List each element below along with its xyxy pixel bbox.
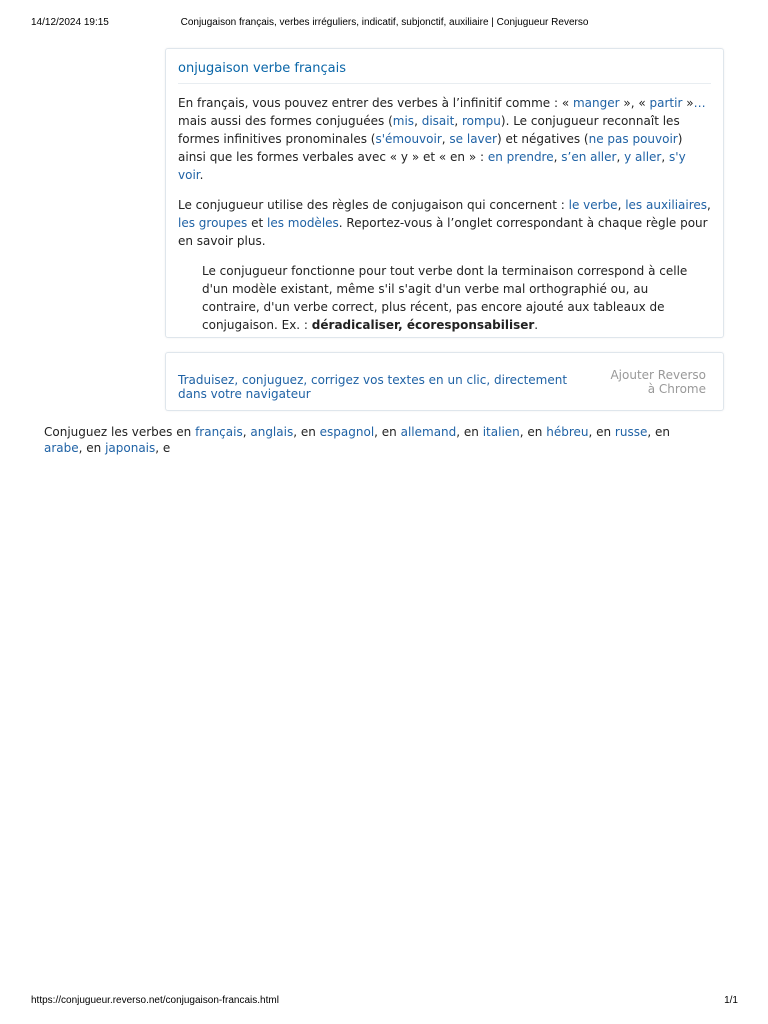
print-page-number: 1/1: [724, 995, 738, 1006]
text-fragment: , en: [456, 425, 483, 439]
text-fragment: , en: [374, 425, 401, 439]
text-fragment: ,: [661, 150, 670, 164]
lang-link-italien[interactable]: italien: [482, 425, 520, 439]
link-rompu[interactable]: rompu: [461, 114, 501, 128]
text-fragment: , en: [647, 425, 670, 439]
print-page-title: Conjugaison français, verbes irréguliers, indicatif, subjonctif, auxiliaire | Conjugueur Reverso: [180, 17, 589, 28]
conjugation-info-card: [165, 48, 724, 338]
link-s-y-voir[interactable]: s'y voir: [178, 150, 686, 182]
text-fragment: »: [682, 96, 694, 110]
text-fragment: , en: [78, 441, 106, 455]
text-fragment: ,: [616, 150, 625, 164]
add-to-chrome-line2: à Chrome: [647, 382, 706, 396]
link-se-laver[interactable]: se laver: [449, 132, 497, 146]
lang-link-anglais[interactable]: anglais: [250, 425, 294, 439]
text-fragment: Le conjugueur utilise des règles de conjugaison qui concernent :: [178, 198, 569, 212]
text-fragment: mais aussi des formes conjuguées (: [178, 114, 393, 128]
text-fragment: .: [534, 318, 539, 332]
add-to-chrome-button[interactable]: [596, 368, 706, 396]
lang-link-japonais[interactable]: japonais: [105, 441, 156, 455]
text-fragment: ,: [553, 150, 562, 164]
info-note: [202, 262, 705, 334]
link-mis[interactable]: mis: [392, 114, 415, 128]
link-le-verbe[interactable]: le verbe: [568, 198, 618, 212]
print-header: [31, 17, 738, 31]
info-paragraph-verbs: [178, 94, 711, 184]
info-paragraph-rules: [178, 196, 711, 250]
text-fragment: , en: [588, 425, 615, 439]
link-more-examples[interactable]: …: [693, 96, 706, 110]
text-fragment: ,: [454, 114, 462, 128]
text-fragment: et: [247, 216, 267, 230]
add-to-chrome-line1: Ajouter Reverso: [610, 368, 706, 382]
text-fragment: ,: [707, 198, 711, 212]
link-les-groupes[interactable]: les groupes: [178, 216, 248, 230]
text-fragment: », «: [619, 96, 650, 110]
text-fragment: ). Le conjugueur reconnaît les formes infinitives pronominales (: [178, 114, 680, 146]
text-fragment: ,: [242, 425, 251, 439]
lang-link-francais[interactable]: français: [195, 425, 243, 439]
text-fragment: , en: [519, 425, 547, 439]
lang-link-arabe[interactable]: arabe: [44, 441, 79, 455]
link-y-aller[interactable]: y aller: [624, 150, 662, 164]
languages-list: [44, 424, 694, 456]
link-en-prendre[interactable]: en prendre: [487, 150, 554, 164]
example-verbs: déradicaliser, écoresponsabiliser: [311, 318, 535, 332]
promo-link[interactable]: Traduisez, conjuguez, corrigez vos textes en un clic, directement dans votre navigateur: [178, 373, 568, 401]
text-fragment: .: [199, 168, 204, 182]
link-s-en-aller[interactable]: s’en aller: [561, 150, 617, 164]
lang-link-russe[interactable]: russe: [614, 425, 648, 439]
card-heading: onjugaison verbe français: [178, 61, 711, 84]
lang-link-allemand[interactable]: allemand: [400, 425, 457, 439]
text-fragment: ,: [441, 132, 450, 146]
print-footer: [31, 995, 738, 1009]
link-s-emouvoir[interactable]: s'émouvoir: [375, 132, 442, 146]
text-fragment: ) et négatives (: [496, 132, 589, 146]
link-manger[interactable]: manger: [572, 96, 620, 110]
print-datetime: 14/12/2024 19:15: [31, 17, 109, 28]
text-fragment: , e: [155, 441, 171, 455]
lang-link-hebreu[interactable]: hébreu: [546, 425, 589, 439]
text-fragment: . Reportez-vous à l’onglet correspondant à chaque règle pour en savoir plus.: [178, 216, 708, 248]
link-partir[interactable]: partir: [649, 96, 683, 110]
print-url: https://conjugueur.reverso.net/conjugaison-francais.html: [31, 995, 279, 1006]
text-fragment: ,: [617, 198, 626, 212]
browser-extension-promo: [165, 352, 724, 411]
link-disait[interactable]: disait: [421, 114, 455, 128]
link-les-auxiliaires[interactable]: les auxiliaires: [625, 198, 708, 212]
text-fragment: , en: [293, 425, 320, 439]
text-fragment: Conjuguez les verbes en: [44, 425, 196, 439]
lang-link-espagnol[interactable]: espagnol: [319, 425, 375, 439]
text-fragment: ,: [414, 114, 422, 128]
text-fragment: En français, vous pouvez entrer des verbes à l’infinitif comme : «: [178, 96, 573, 110]
text-fragment: ) ainsi que les formes verbales avec « y » et « en » :: [178, 132, 683, 164]
link-les-modeles[interactable]: les modèles: [267, 216, 339, 230]
text-fragment: Le conjugueur fonctionne pour tout verbe dont la terminaison correspond à celle d'un modèle existant, même s'il s'agit d'un verbe mal orthographié ou, au contraire, d'un verbe correct, plus récent, pas encore ajouté aux tableaux de conjugaison. Ex. :: [202, 264, 688, 332]
link-ne-pas-pouvoir[interactable]: ne pas pouvoir: [588, 132, 678, 146]
